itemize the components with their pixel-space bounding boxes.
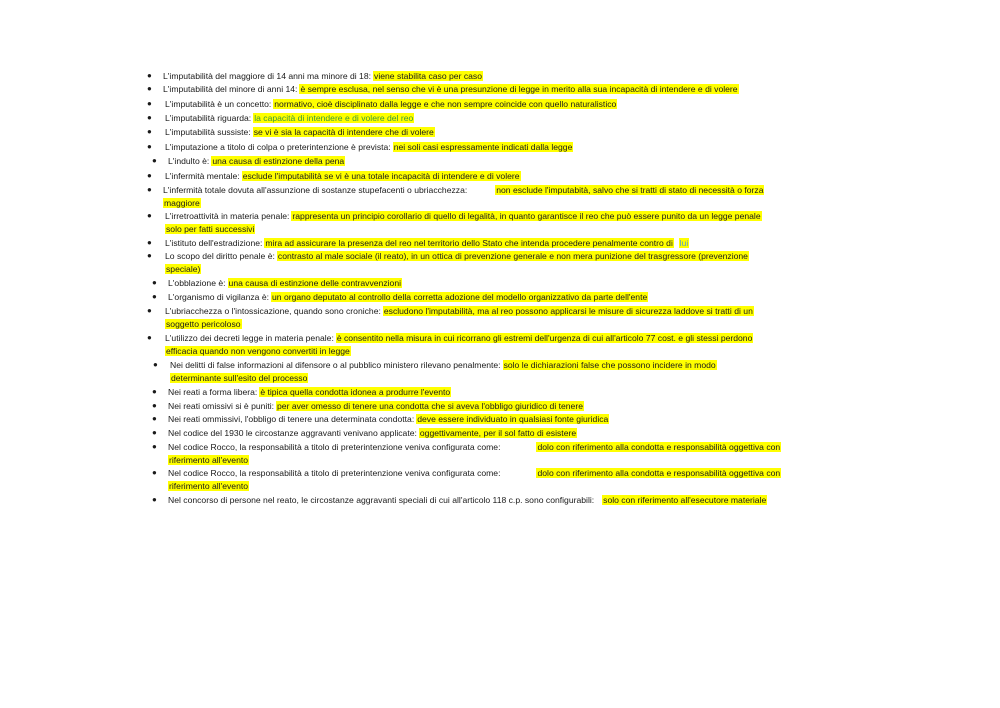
item-label: L'infermità mentale: — [165, 171, 240, 181]
item-label: Nei reati omissivi si è puniti: — [168, 401, 275, 411]
bullet: ● — [152, 292, 157, 301]
list-item — [152, 441, 848, 466]
item-answer: nei soli casi espressamente indicati dalla legge — [393, 142, 573, 152]
item-label: L'obblazione è: — [168, 278, 226, 288]
bullet: ● — [152, 156, 157, 165]
bullet: ● — [152, 442, 157, 451]
item-answer: solo con riferimento all'esecutore materiale — [603, 495, 767, 505]
list-item — [152, 413, 848, 426]
item-answer: è consentito nella misura in cui ricorrano gli estremi dell'urgenza di cui all'articolo 77 cost. e gli stessi perdono — [336, 333, 753, 343]
item-answer-continuation: solo per fatti successivi — [166, 223, 255, 234]
item-answer: rappresenta un principio corollario di quello di legalità, in quanto garantisce il reo che può essere punito da un legge penale — [292, 211, 761, 221]
item-label: Nel codice Rocco, la responsabilità a titolo di preterintenzione veniva configurata come: — [168, 442, 501, 452]
item-label: L'imputabilità riguarda: — [165, 113, 252, 123]
list-item — [147, 305, 845, 330]
bullet: ● — [152, 468, 157, 477]
item-answer: escludono l'imputabilità, ma al reo possono applicarsi le misure di sicurezza laddove si tratti di un — [383, 306, 753, 316]
bullet: ● — [147, 127, 152, 136]
bullet: ● — [147, 251, 152, 260]
item-answer-tail: lui — [679, 238, 689, 248]
list-item — [147, 70, 843, 83]
bullet: ● — [147, 99, 152, 108]
bullet: ● — [152, 401, 157, 410]
list-item — [152, 494, 848, 507]
bullet: ● — [147, 238, 152, 247]
item-label: Lo scopo del diritto penale è: — [165, 251, 275, 261]
item-answer-continuation: riferimento all'evento — [169, 480, 249, 491]
list-item — [152, 155, 848, 168]
item-answer-continuation: maggiore — [164, 197, 200, 208]
bullet: ● — [147, 84, 152, 93]
bullet: ● — [152, 428, 157, 437]
item-label: L'utilizzo dei decreti legge in materia penale: — [165, 333, 334, 343]
item-label: Nei reati ommissivi, l'obbligo di tenere una determinata condotta: — [168, 414, 415, 424]
item-answer: una causa di estinzione della pena — [212, 156, 345, 166]
item-answer-continuation: determinante sull'esito del processo — [171, 372, 308, 383]
item-answer: per aver omesso di tenere una condotta che si aveva l'obbligo giuridico di tenere — [277, 401, 583, 411]
item-label: L'ubriacchezza o l'intossicazione, quando sono croniche: — [165, 306, 381, 316]
bullet: ● — [152, 414, 157, 423]
item-answer: un organo deputato al controllo della corretta adozione del modello organizzativo da parte dell'ente — [272, 292, 648, 302]
bullet: ● — [147, 113, 152, 122]
list-item — [152, 291, 848, 304]
item-answer: se vi è sia la capacità di intendere che di volere — [253, 127, 434, 137]
item-label: L'infermità totale dovuta all'assunzione di sostanze stupefacenti o ubriacchezza: — [163, 185, 468, 195]
item-label: Nel concorso di persone nel reato, le circostanze aggravanti speciali di cui all'articolo 118 c.p. sono configurabili: — [168, 495, 595, 505]
item-answer-continuation: efficacia quando non vengono convertiti in legge — [166, 345, 350, 356]
list-item — [152, 427, 848, 440]
list-item — [147, 210, 845, 235]
item-label: L'istituto dell'estradizione: — [165, 238, 263, 248]
list-item — [147, 83, 843, 96]
item-answer-continuation: soggetto pericoloso — [166, 318, 241, 329]
bullet: ● — [152, 387, 157, 396]
list-item — [152, 467, 848, 492]
list-item — [147, 184, 843, 209]
item-label: Nei delitti di false informazioni al difensore o al pubblico ministero rilevano penalmente: — [170, 360, 501, 370]
bullet: ● — [147, 71, 152, 80]
item-answer: normativo, cioè disciplinato dalla legge e che non sempre coincide con quello naturalistico — [274, 99, 617, 109]
list-item — [152, 400, 848, 413]
item-answer: solo le dichiarazioni false che possono incidere in modo — [503, 360, 716, 370]
item-label: L'imputabilità del maggiore di 14 anni ma minore di 18: — [163, 71, 372, 81]
item-label: L'irretroattività in materia penale: — [165, 211, 290, 221]
item-label: Nel codice del 1930 le circostanze aggravanti venivano applicate: — [168, 428, 417, 438]
list-item — [147, 170, 845, 183]
bullet: ● — [147, 211, 152, 220]
item-answer-continuation: riferimento all'evento — [169, 454, 249, 465]
item-answer: viene stabilita caso per caso — [374, 71, 482, 81]
list-item — [147, 141, 845, 154]
bullet: ● — [147, 185, 152, 194]
bullet: ● — [147, 333, 152, 342]
list-item — [152, 386, 848, 399]
bullet: ● — [147, 306, 152, 315]
bullet: ● — [152, 278, 157, 287]
item-label: L'imputabilità è un concetto: — [165, 99, 272, 109]
item-answer: la capacità di intendere e di volere del reo — [254, 113, 414, 123]
item-answer: contrasto al male sociale (il reato), in un ottica di prevenzione generale e non mera punizione del trasgressore (prevenzione — [277, 251, 748, 261]
list-item — [152, 277, 848, 290]
item-answer: mira ad assicurare la presenza del reo nel territorio dello Stato che intenda procedere penalmente contro di — [265, 238, 673, 248]
item-answer: non esclude l'imputabità, salvo che si tratti di stato di necessità o forza — [496, 185, 764, 195]
list-item — [147, 250, 845, 275]
list-item — [147, 98, 845, 111]
list-item — [147, 237, 845, 250]
bullet: ● — [153, 360, 158, 369]
bullet: ● — [152, 495, 157, 504]
item-answer: è sempre esclusa, nel senso che vi è una presunzione di legge in merito alla sua incapacità di intendere e di volere — [300, 84, 738, 94]
item-label: Nei reati a forma libera: — [168, 387, 258, 397]
item-answer-continuation: speciale) — [166, 263, 201, 274]
item-answer: è tipica quella condotta idonea a produrre l'evento — [260, 387, 451, 397]
item-label: Nel codice Rocco, la responsabilità a titolo di preterintenzione veniva configurata come: — [168, 468, 501, 478]
item-answer: dolo con riferimento alla condotta e responsabilità oggettiva con — [537, 468, 781, 478]
item-answer: una causa di estinzione delle contravvenzioni — [228, 278, 402, 288]
list-item — [147, 126, 845, 139]
item-answer: deve essere individuato in qualsiasi fonte giuridica — [417, 414, 609, 424]
item-answer: dolo con riferimento alla condotta e responsabilità oggettiva con — [537, 442, 781, 452]
bullet: ● — [147, 142, 152, 151]
item-label: L'indulto è: — [168, 156, 210, 166]
list-item — [153, 359, 850, 384]
bullet: ● — [147, 171, 152, 180]
item-label: L'imputazione a titolo di colpa o preterintenzione è prevista: — [165, 142, 391, 152]
list-item — [147, 112, 845, 125]
item-label: L'imputabilità del minore di anni 14: — [163, 84, 298, 94]
item-label: L'imputabilità sussiste: — [165, 127, 251, 137]
item-label: L'organismo di vigilanza è: — [168, 292, 270, 302]
item-answer: esclude l'imputabilità se vi è una totale incapacità di intendere e di volere — [242, 171, 520, 181]
list-item — [147, 332, 845, 357]
item-answer: oggettivamente, per il sol fatto di esistere — [419, 428, 577, 438]
